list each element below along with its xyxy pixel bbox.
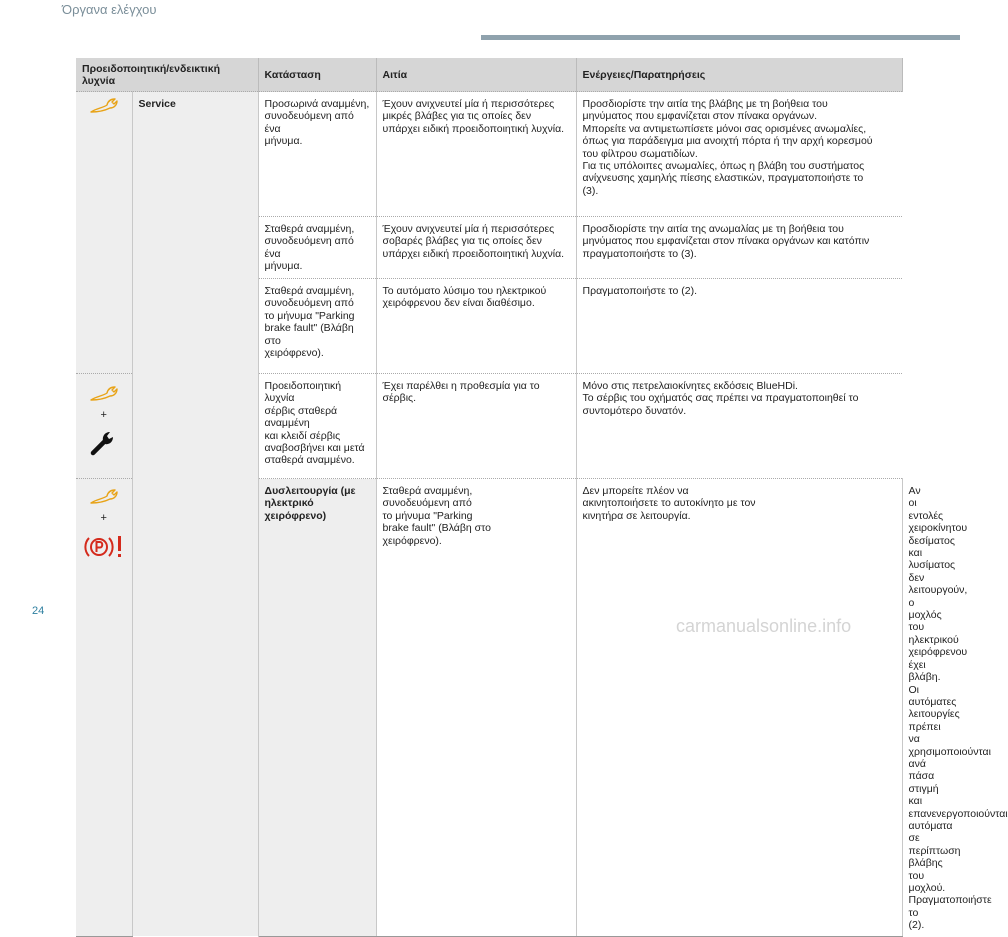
actions-cell: Μόνο στις πετρελαιοκίνητες εκδόσεις BlueHDi. Το σέρβις του οχήματός σας πρέπει να πραγματοποιηθεί το συντομότερο δυνατόν. <box>576 374 902 479</box>
cause-cell: Δεν μπορείτε πλέον να ακινητοποιήσετε το αυτοκίνητο με τον κινητήρα σε λειτουργία. <box>576 479 902 937</box>
state-cell: Σταθερά αναμμένη, συνοδευόμενη από ένα μήνυμα. <box>258 217 376 279</box>
service-key-icon-cell <box>76 374 132 479</box>
state-cell: Προειδοποιητική λυχνία σέρβις σταθερά αναμμένη και κλειδί σέρβις αναβοσβήνει και μετά σταθερά αναμμένο. <box>258 374 376 479</box>
cause-cell: Το αυτόματο λύσιμο του ηλεκτρικού χειρόφρενου δεν είναι διαθέσιμο. <box>376 279 576 374</box>
table-row: + Δυσλειτουργία (με ηλεκτρικό χειρόφρενο) Σταθερά αναμμένη, συνοδευόμενη από το μήνυμα "Parking brake fault" (Βλάβη στο χειρόφρενο). Δεν μπορείτε πλέον να ακινητοποιήσετε το αυτοκίνητο με τον κινητήρα σε λειτουργία. Αν οι εντολές χειροκίνητου δεσίματος και λυσίματος δεν λειτουργούν, ο μοχλός του ηλεκτρικού χειρόφρενου έχει βλάβη. Οι αυτόματες λειτουργίες πρέπει να χρησιμοποιούνται ανά πάσα στιγμή και επανενεργοποιούνται αυτόματα σε περίπτωση βλάβης του μοχλού. Πραγματοποιήστε το (2). <box>76 479 902 937</box>
header-actions: Ενέργειες/Παρατηρήσεις <box>576 58 902 92</box>
section-title: Όργανα ελέγχου <box>62 2 157 17</box>
state-cell: Σταθερά αναμμένη, συνοδευόμενη από το μήνυμα "Parking brake fault" (Βλάβη στο χειρόφρενο). <box>258 279 376 374</box>
header-warning-light: Προειδοποιητική/ενδεικτική λυχνία <box>76 58 258 92</box>
actions-cell: Προσδιορίστε την αιτία της βλάβης με τη βοήθεια του μηνύματος που εμφανίζεται στον πίνακα οργάνων. Μπορείτε να αντιμετωπίσετε μόνοι σας ορισμένες ανωμαλίες, όπως για παράδειγμα μια ανοιχτή πόρτα ή την αρχή κορεσμού του φίλτρου σωματιδίων. Για τις υπόλοιπες ανωμαλίες, όπως η βλάβη του συστήματος ανίχνευσης χαμηλής πίεσης ελαστικών, πραγματοποιήστε το (3). <box>576 92 902 217</box>
table-row <box>76 92 902 217</box>
table-header-row <box>76 58 902 92</box>
plus-sign: + <box>100 512 107 524</box>
plus-sign: + <box>100 409 107 421</box>
exclamation-icon <box>118 536 121 551</box>
cause-cell: Έχουν ανιχνευτεί μία ή περισσότερες σοβαρές βλάβες για τις οποίες δεν υπάρχει ειδική προειδοποιητική λυχνία. <box>376 217 576 279</box>
service-group-label: Service <box>132 92 258 937</box>
service-spanner-icon <box>89 487 119 507</box>
actions-cell: Πραγματοποιήστε το (2). <box>576 279 902 374</box>
service-icon-cell <box>76 92 132 374</box>
epb-icon-cell <box>76 479 132 937</box>
warning-lights-table <box>76 58 1008 937</box>
parking-brake-icon <box>82 532 126 562</box>
cause-cell: Έχουν ανιχνευτεί μία ή περισσότερες μικρές βλάβες για τις οποίες δεν υπάρχει ειδική προειδοποιητική λυχνία. <box>376 92 576 217</box>
service-key-icon <box>89 429 119 457</box>
epb-group-label: Δυσλειτουργία (με ηλεκτρικό χειρόφρενο) <box>258 479 376 937</box>
title-underline <box>481 35 960 40</box>
state-cell: Προσωρινά αναμμένη, συνοδευόμενη από ένα μήνυμα. <box>258 92 376 217</box>
watermark: carmanualsonline.info <box>676 616 852 636</box>
actions-cell: Προσδιορίστε την αιτία της ανωμαλίας με τη βοήθεια του μηνύματος που εμφανίζεται στον πίνακα οργάνων και κατόπιν πραγματοποιήστε το (3). <box>576 217 902 279</box>
service-spanner-icon <box>89 96 119 116</box>
page-number: 24 <box>32 605 45 617</box>
header-cause: Αιτία <box>376 58 576 92</box>
cause-cell: Έχει παρέλθει η προθεσμία για το σέρβις. <box>376 374 576 479</box>
state-cell: Σταθερά αναμμένη, συνοδευόμενη από το μήνυμα "Parking brake fault" (Βλάβη στο χειρόφρενο). <box>376 479 576 937</box>
header-state: Κατάσταση <box>258 58 376 92</box>
service-spanner-icon <box>89 384 119 404</box>
